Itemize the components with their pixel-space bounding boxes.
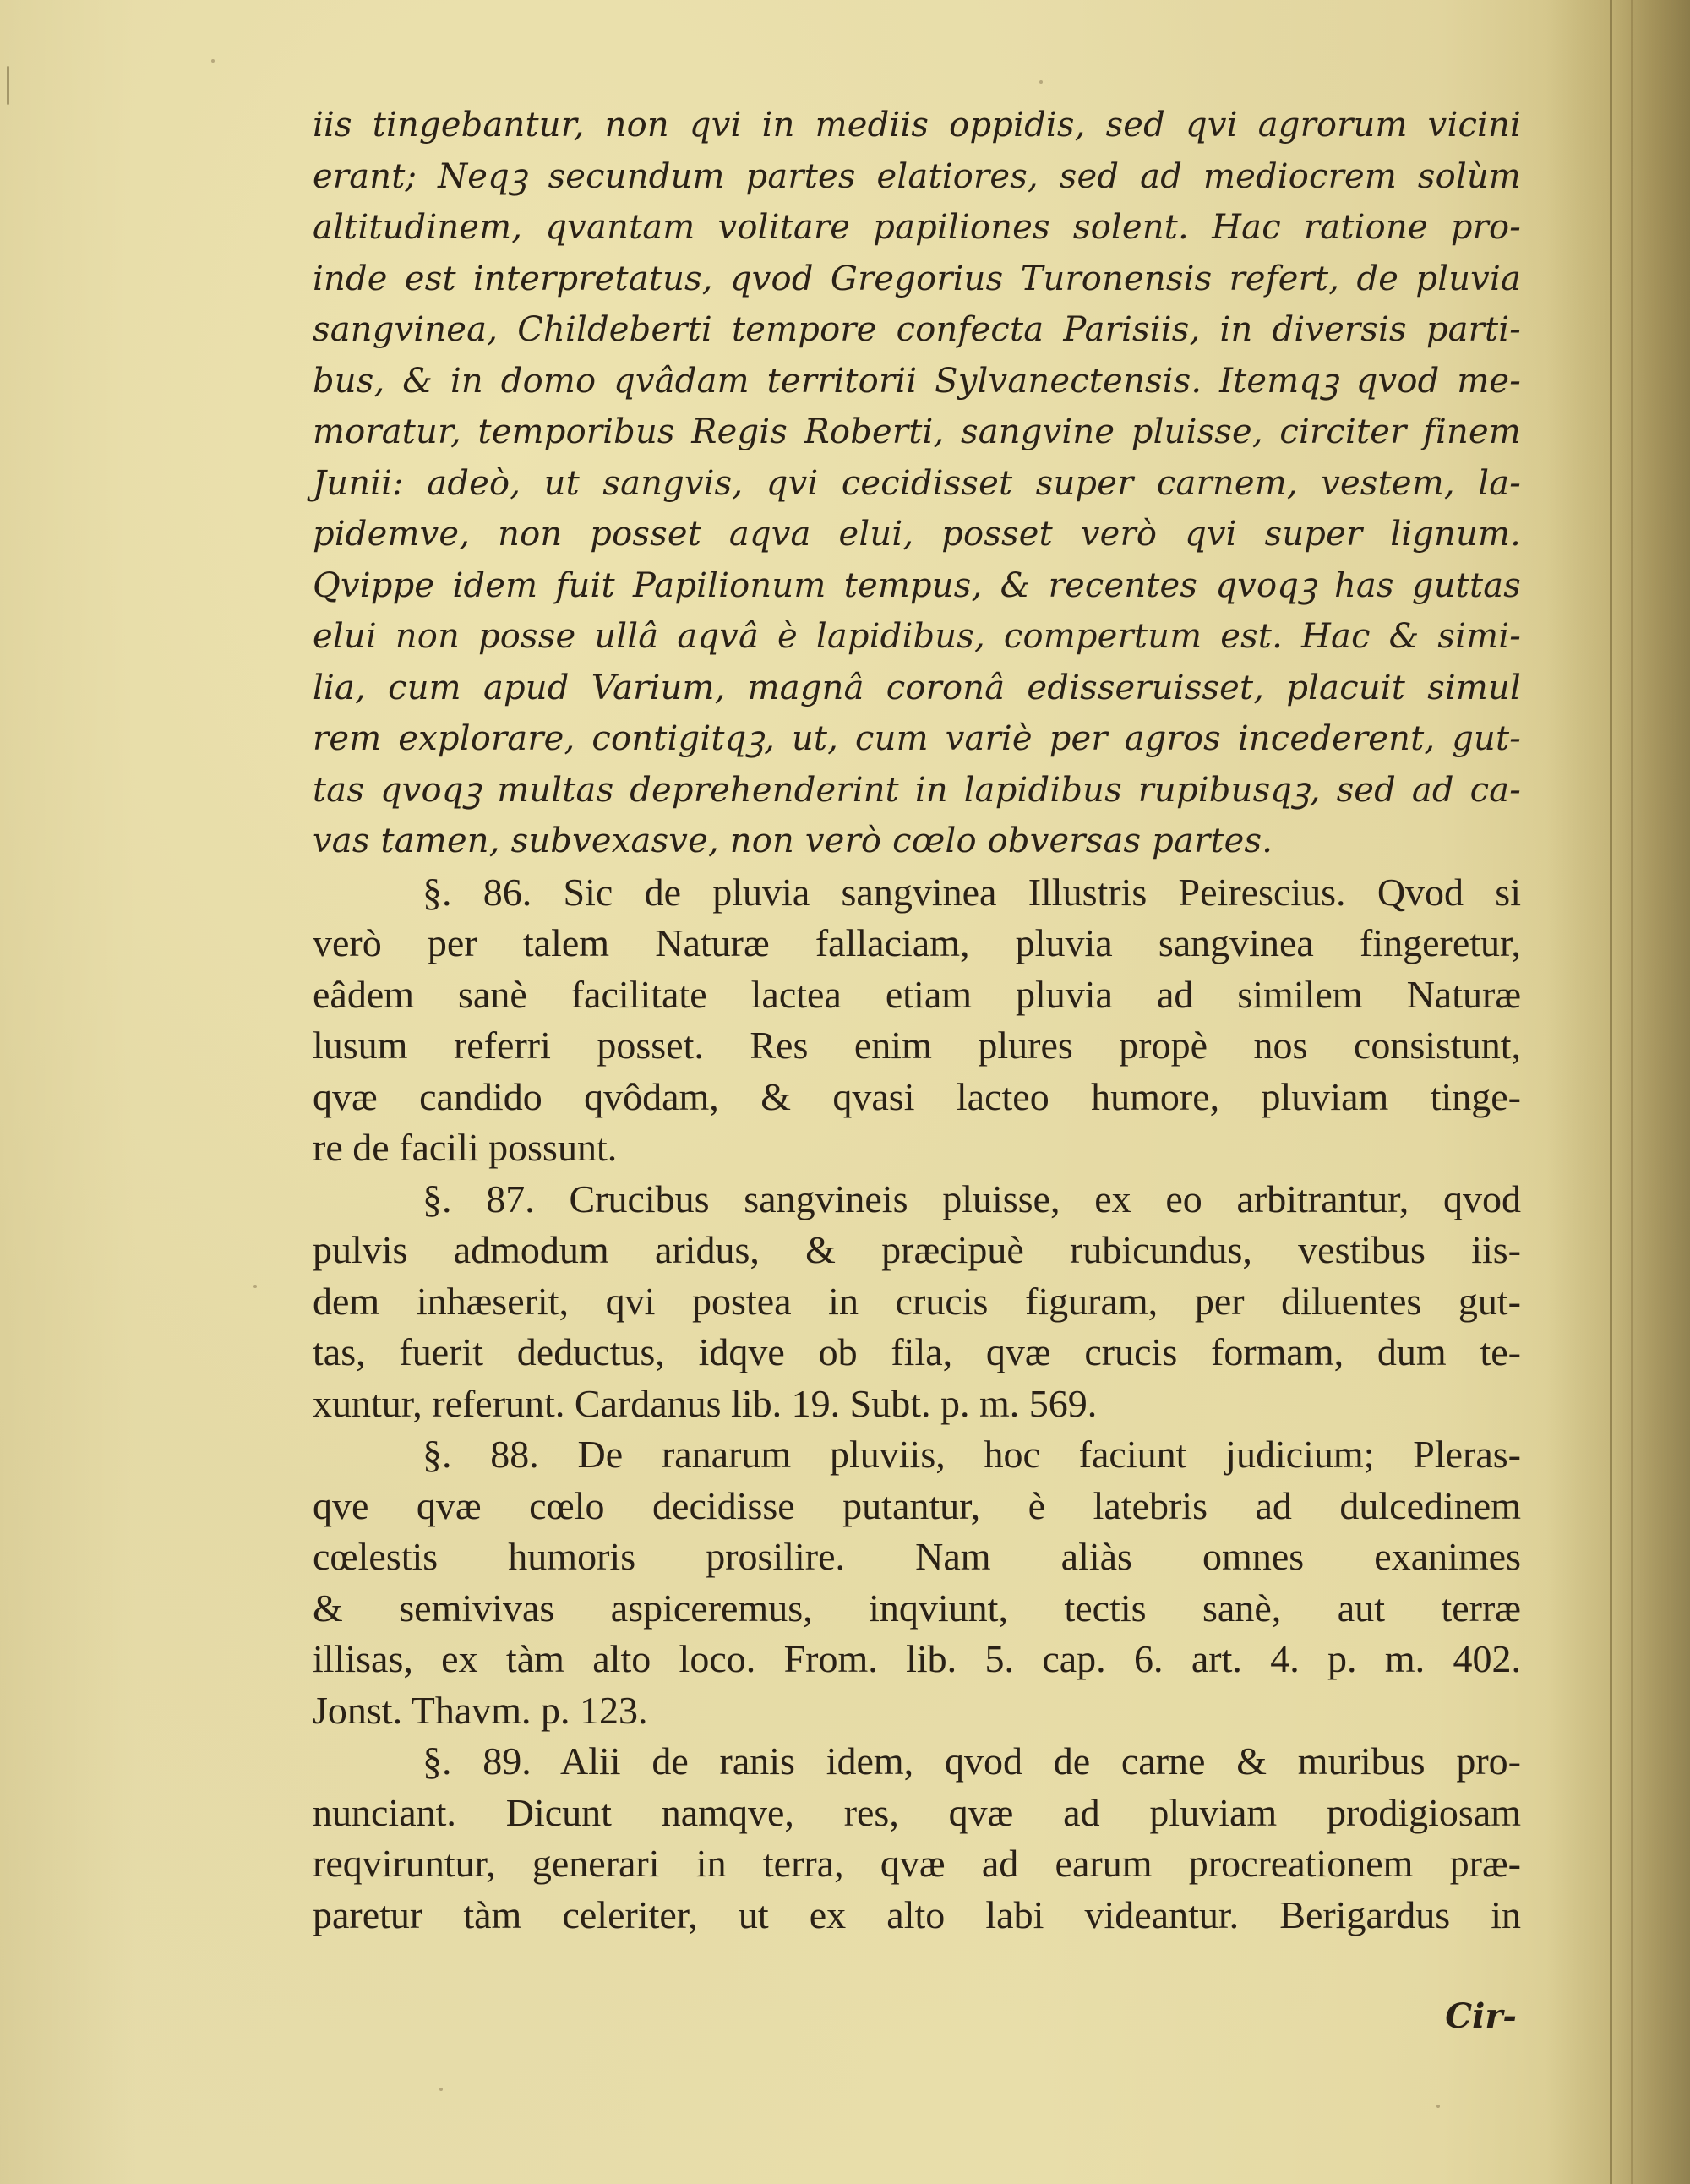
body-text: [313, 100, 1521, 1941]
text-line: tas, fuerit deductus, idqve ob fila, qvæ crucis formam, dum te-: [313, 1330, 1521, 1373]
text-line: qvæ candido qvôdam, & qvasi lacteo humore, pluviam tinge-: [313, 1074, 1521, 1118]
text-line: re de facili possunt.: [313, 1126, 618, 1169]
paper-speck: [439, 2088, 443, 2091]
text-line: & semivivas aspiceremus, inqviunt, tectis sanè, aut terræ: [313, 1586, 1521, 1630]
text-line: moratur, temporibus Regis Roberti, sangvine pluisse, circiter finem: [313, 412, 1521, 451]
page-edge-line: [1610, 0, 1612, 2184]
text-line: rem explorare, contigitqꝫ, ut, cum variè per agros incederent, gut-: [313, 719, 1521, 758]
text-line: bus, & in domo qvâdam territorii Sylvanectensis. Itemqꝫ qvod me-: [313, 361, 1521, 401]
text-line: iis tingebantur, non qvi in mediis oppidis, sed qvi agrorum vicini: [313, 106, 1521, 145]
text-line: altitudinem, qvantam volitare papiliones solent. Hac ratione pro-: [313, 208, 1521, 247]
text-line: eâdem sanè facilitate lactea etiam pluvia ad similem Naturæ: [313, 972, 1521, 1016]
binding-shadow: [1546, 0, 1690, 2184]
text-line: Qvippe idem fuit Papilionum tempus, & recentes qvoqꝫ has guttas: [313, 565, 1521, 605]
text-line: xuntur, referunt. Cardanus lib. 19. Subt. p. m. 569.: [313, 1381, 1098, 1425]
page-edge-line-inner: [1631, 0, 1633, 2184]
text-line: elui non posse ullâ aqvâ è lapidibus, compertum est. Hac & simi-: [313, 617, 1521, 656]
catchword: Cir-: [1445, 1996, 1517, 2036]
text-line: erant; Neqꝫ secundum partes elatiores, sed ad mediocrem solùm: [313, 156, 1521, 196]
text-line: tas qvoqꝫ multas deprehenderint in lapidibus rupibusqꝫ, sed ad ca-: [313, 770, 1521, 810]
text-line: nunciant. Dicunt namqve, res, qvæ ad pluviam prodigiosam: [313, 1790, 1521, 1834]
paper-speck: [254, 1285, 257, 1288]
text-line: §. 86. Sic de pluvia sangvinea Illustris Peirescius. Qvod si: [422, 870, 1521, 914]
paper-speck: [211, 59, 215, 63]
text-line: pulvis admodum aridus, & præcipuè rubicundus, vestibus iis-: [313, 1228, 1521, 1271]
text-line: vas tamen, subvexasve, non verò cœlo obversas partes.: [313, 822, 1273, 860]
paper-speck: [1039, 80, 1043, 84]
text-line: paretur tàm celeriter, ut ex alto labi videantur. Berigardus in: [313, 1892, 1521, 1936]
text-line: qve qvæ cœlo decidisse putantur, è latebris ad dulcedinem: [313, 1483, 1521, 1527]
paper-speck: [1436, 2105, 1440, 2108]
text-line: verò per talem Naturæ fallaciam, pluvia sangvinea fingeretur,: [313, 921, 1521, 964]
text-line: sangvinea, Childeberti tempore confecta Parisiis, in diversis parti-: [313, 310, 1521, 349]
text-line: §. 89. Alii de ranis idem, qvod de carne & muribus pro-: [422, 1739, 1521, 1783]
text-line: §. 87. Crucibus sangvineis pluisse, ex eo arbitrantur, qvod: [422, 1177, 1521, 1220]
text-line: §. 88. De ranarum pluviis, hoc faciunt judicium; Pleras-: [422, 1433, 1521, 1476]
text-line: illisas, ex tàm alto loco. From. lib. 5. cap. 6. art. 4. p. m. 402.: [313, 1637, 1521, 1680]
text-line: lusum referri posset. Res enim plures propè nos consistunt,: [313, 1024, 1521, 1067]
text-line: pidemve, non posset aqva elui, posset verò qvi super lignum.: [313, 515, 1521, 554]
text-line: inde est interpretatus, qvod Gregorius Turonensis refert, de pluvia: [313, 259, 1521, 298]
text-line: reqviruntur, generari in terra, qvæ ad earum procreationem præ-: [313, 1842, 1521, 1885]
text-line: cœlestis humoris prosilire. Nam aliàs omnes exanimes: [313, 1535, 1521, 1578]
margin-mark: [7, 66, 9, 105]
text-line: Jonst. Thavm. p. 123.: [313, 1688, 648, 1732]
text-line: lia, cum apud Varium, magnâ coronâ edisseruisset, placuit simul: [313, 668, 1521, 707]
text-line: dem inhæserit, qvi postea in crucis figuram, per diluentes gut-: [313, 1279, 1521, 1323]
text-line: Junii: adeò, ut sangvis, qvi cecidisset super carnem, vestem, la-: [313, 463, 1521, 503]
